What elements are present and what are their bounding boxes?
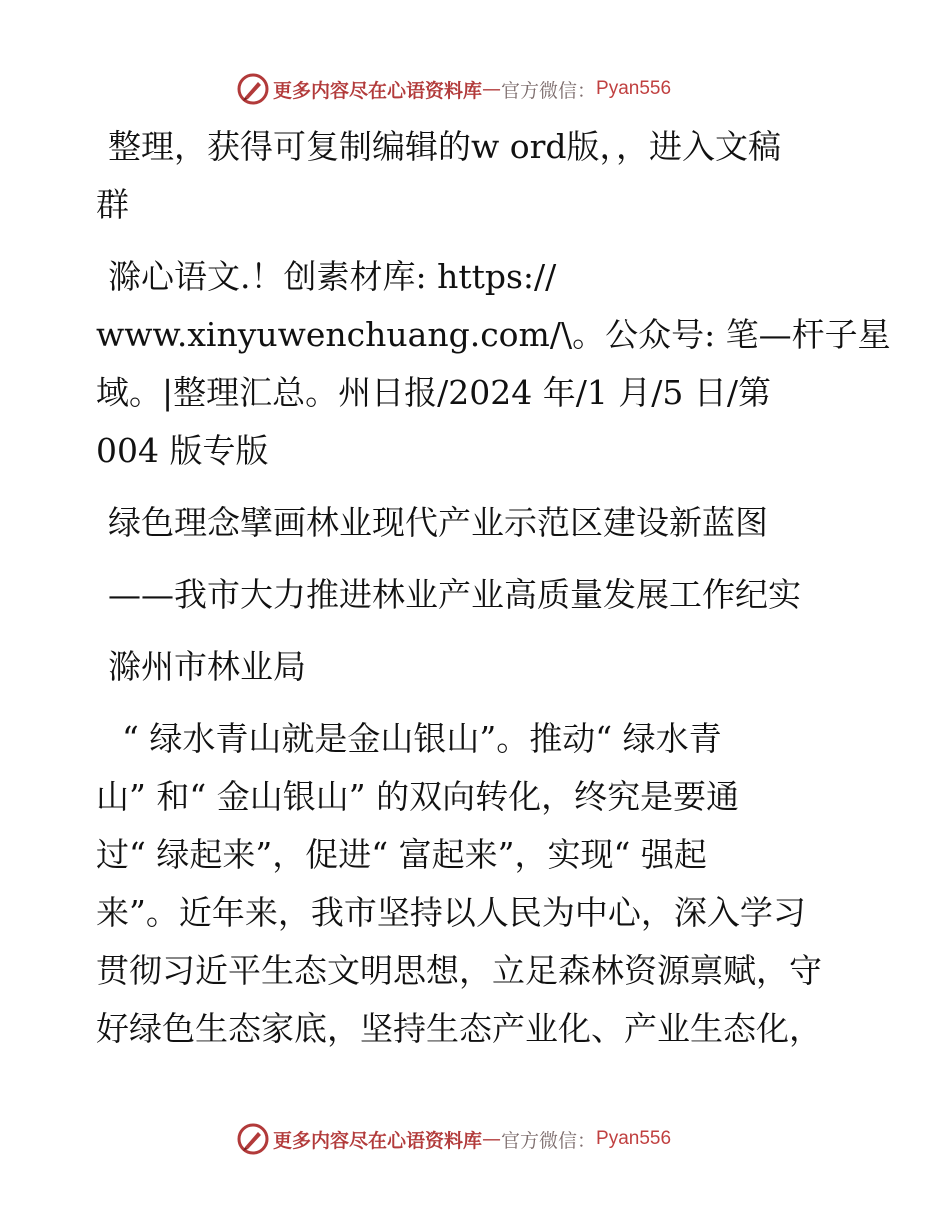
body-line: 004 版专版 [96, 431, 269, 470]
banner-text: 更多内容尽在心语资料库 [273, 79, 483, 102]
body-line: 过“ 绿起来”，促进“ 富起来”，实现“ 强起 [96, 835, 707, 874]
banner-label: 官方微信： [501, 79, 597, 102]
banner-wechat-id: Pyan556 [596, 78, 672, 99]
banner-label: 官方微信： [501, 1129, 597, 1152]
header-watermark-banner [0, 70, 950, 110]
footer-watermark-banner [0, 1120, 950, 1160]
banner-dash: — [482, 1128, 502, 1150]
body-line: “ 绿水青山就是金山银山”。推动“ 绿水青 [122, 719, 722, 758]
document-body [96, 118, 891, 1058]
body-line: 滁心语文.！创素材库: https:// [108, 257, 557, 296]
article-subtitle: ——我市大力推进林业产业高质量发展工作纪实 [108, 575, 801, 614]
article-author: 滁州市林业局 [108, 647, 306, 686]
banner-wechat-id: Pyan556 [596, 1128, 672, 1149]
body-line: 好绿色生态家底，坚持生态产业化、产业生态化， [96, 1009, 822, 1048]
body-line: 域。|整理汇总。州日报/2024 年/1 月/5 日/第 [96, 373, 772, 412]
pen-logo-icon [236, 1122, 270, 1156]
body-line: www.xinyuwenchuang.com/\。公众号: 笔—杆子星 [96, 315, 891, 354]
body-line: 整理，获得可复制编辑的w ord版，，进入文稿 [108, 127, 782, 166]
body-line: 贯彻习近平生态文明思想，立足森林资源禀赋，守 [96, 951, 822, 990]
article-title: 绿色理念擘画林业现代产业示范区建设新蓝图 [108, 503, 768, 542]
banner-text: 更多内容尽在心语资料库 [273, 1129, 483, 1152]
body-line: 来”。近年来，我市坚持以人民为中心，深入学习 [96, 893, 806, 932]
body-line: 山” 和“ 金山银山” 的双向转化，终究是要通 [96, 777, 740, 816]
pen-logo-icon [236, 72, 270, 106]
banner-dash: — [482, 78, 502, 100]
body-line: 群 [96, 185, 129, 224]
